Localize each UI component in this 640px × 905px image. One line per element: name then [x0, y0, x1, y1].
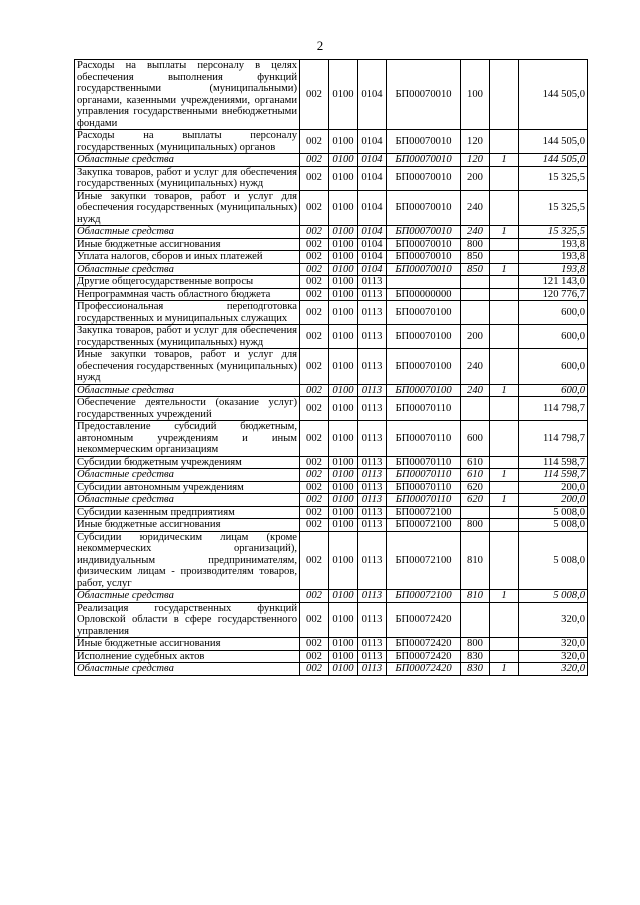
grbs-code-cell: 002	[300, 325, 329, 349]
row-name-cell: Иные закупки товаров, работ и услуг для обеспечения государственных (муниципальных) нужд	[75, 190, 300, 226]
target-article-cell: БП00070110	[387, 494, 461, 507]
target-article-cell: БП00070100	[387, 325, 461, 349]
amount-cell: 600,0	[519, 301, 588, 325]
grbs-code-cell: 002	[300, 130, 329, 154]
funding-source-cell	[490, 397, 519, 421]
row-name-cell: Субсидии юридическим лицам (кроме некоммерческих организаций), индивидуальным предпринимателям, физическим лицам - производителям товаров, работ, услуг	[75, 531, 300, 590]
funding-source-cell	[490, 650, 519, 663]
subsection-code-cell: 0113	[358, 325, 387, 349]
amount-cell: 114 598,7	[519, 469, 588, 482]
row-name-cell: Областные средства	[75, 469, 300, 482]
row-name-cell: Иные закупки товаров, работ и услуг для обеспечения государственных (муниципальных) нужд	[75, 349, 300, 385]
subsection-code-cell: 0113	[358, 456, 387, 469]
subsection-code-cell: 0104	[358, 238, 387, 251]
funding-source-cell	[490, 276, 519, 289]
expense-type-cell: 620	[461, 494, 490, 507]
expense-type-cell	[461, 276, 490, 289]
subsection-code-cell: 0113	[358, 397, 387, 421]
target-article-cell: БП00072420	[387, 663, 461, 676]
funding-source-cell	[490, 238, 519, 251]
funding-source-cell	[490, 301, 519, 325]
expense-type-cell: 830	[461, 663, 490, 676]
target-article-cell: БП00072420	[387, 650, 461, 663]
target-article-cell: БП00070010	[387, 190, 461, 226]
amount-cell: 193,8	[519, 263, 588, 276]
grbs-code-cell: 002	[300, 384, 329, 397]
amount-cell: 114 798,7	[519, 397, 588, 421]
section-code-cell: 0100	[329, 506, 358, 519]
target-article-cell: БП00072100	[387, 519, 461, 532]
section-code-cell: 0100	[329, 650, 358, 663]
table-row	[75, 506, 588, 519]
amount-cell: 320,0	[519, 638, 588, 651]
amount-cell: 600,0	[519, 325, 588, 349]
row-name-cell: Профессиональная переподготовка государственных и муниципальных служащих	[75, 301, 300, 325]
section-code-cell: 0100	[329, 130, 358, 154]
table-row	[75, 130, 588, 154]
grbs-code-cell: 002	[300, 481, 329, 494]
expense-type-cell: 200	[461, 166, 490, 190]
grbs-code-cell: 002	[300, 251, 329, 264]
grbs-code-cell: 002	[300, 531, 329, 590]
funding-source-cell	[490, 519, 519, 532]
amount-cell: 121 143,0	[519, 276, 588, 289]
funding-source-cell: 1	[490, 494, 519, 507]
expense-type-cell: 200	[461, 325, 490, 349]
section-code-cell: 0100	[329, 325, 358, 349]
subsection-code-cell: 0113	[358, 638, 387, 651]
subsection-code-cell: 0113	[358, 519, 387, 532]
section-code-cell: 0100	[329, 663, 358, 676]
expense-type-cell: 100	[461, 60, 490, 130]
grbs-code-cell: 002	[300, 638, 329, 651]
amount-cell: 320,0	[519, 663, 588, 676]
amount-cell: 320,0	[519, 602, 588, 638]
funding-source-cell	[490, 506, 519, 519]
table-row	[75, 251, 588, 264]
expense-type-cell: 800	[461, 238, 490, 251]
section-code-cell: 0100	[329, 519, 358, 532]
subsection-code-cell: 0104	[358, 166, 387, 190]
row-name-cell: Другие общегосударственные вопросы	[75, 276, 300, 289]
section-code-cell: 0100	[329, 531, 358, 590]
funding-source-cell	[490, 456, 519, 469]
amount-cell: 120 776,7	[519, 288, 588, 301]
row-name-cell: Обеспечение деятельности (оказание услуг) государственных учреждений	[75, 397, 300, 421]
amount-cell: 144 505,0	[519, 154, 588, 167]
table-row	[75, 421, 588, 457]
expense-type-cell: 620	[461, 481, 490, 494]
row-name-cell: Субсидии автономным учреждениям	[75, 481, 300, 494]
amount-cell: 200,0	[519, 494, 588, 507]
subsection-code-cell: 0113	[358, 288, 387, 301]
grbs-code-cell: 002	[300, 469, 329, 482]
amount-cell: 144 505,0	[519, 130, 588, 154]
amount-cell: 15 325,5	[519, 190, 588, 226]
expense-type-cell	[461, 301, 490, 325]
subsection-code-cell: 0113	[358, 650, 387, 663]
expense-type-cell	[461, 602, 490, 638]
funding-source-cell	[490, 531, 519, 590]
funding-source-cell	[490, 288, 519, 301]
grbs-code-cell: 002	[300, 397, 329, 421]
expense-type-cell: 810	[461, 531, 490, 590]
funding-source-cell	[490, 251, 519, 264]
expense-type-cell: 240	[461, 384, 490, 397]
amount-cell: 320,0	[519, 650, 588, 663]
target-article-cell: БП00070110	[387, 481, 461, 494]
target-article-cell: БП00072420	[387, 638, 461, 651]
expense-type-cell: 850	[461, 263, 490, 276]
row-name-cell: Иные бюджетные ассигнования	[75, 519, 300, 532]
row-name-cell: Расходы на выплаты персоналу в целях обеспечения выполнения функций государственными (муниципальными) органами, казенными учреждениями, органами управления государственными внебюджетными фондами	[75, 60, 300, 130]
grbs-code-cell: 002	[300, 494, 329, 507]
table-row	[75, 60, 588, 130]
expense-type-cell: 800	[461, 638, 490, 651]
amount-cell: 15 325,5	[519, 226, 588, 239]
amount-cell: 5 008,0	[519, 519, 588, 532]
section-code-cell: 0100	[329, 421, 358, 457]
row-name-cell: Областные средства	[75, 154, 300, 167]
row-name-cell: Непрограммная часть областного бюджета	[75, 288, 300, 301]
row-name-cell: Областные средства	[75, 663, 300, 676]
table-row	[75, 531, 588, 590]
subsection-code-cell: 0104	[358, 263, 387, 276]
subsection-code-cell: 0113	[358, 469, 387, 482]
grbs-code-cell: 002	[300, 663, 329, 676]
page-number: 2	[316, 38, 324, 53]
subsection-code-cell: 0113	[358, 506, 387, 519]
expense-type-cell: 240	[461, 190, 490, 226]
section-code-cell: 0100	[329, 154, 358, 167]
funding-source-cell	[490, 130, 519, 154]
target-article-cell	[387, 276, 461, 289]
table-row	[75, 238, 588, 251]
expense-type-cell: 800	[461, 519, 490, 532]
funding-source-cell: 1	[490, 263, 519, 276]
row-name-cell: Реализация государственных функций Орловской области в сфере государственного управления	[75, 602, 300, 638]
target-article-cell: БП00070010	[387, 154, 461, 167]
expense-type-cell: 830	[461, 650, 490, 663]
target-article-cell: БП00070110	[387, 397, 461, 421]
grbs-code-cell: 002	[300, 349, 329, 385]
grbs-code-cell: 002	[300, 456, 329, 469]
target-article-cell: БП00070010	[387, 238, 461, 251]
expense-type-cell: 240	[461, 226, 490, 239]
target-article-cell: БП00072100	[387, 506, 461, 519]
funding-source-cell	[490, 60, 519, 130]
table-row	[75, 519, 588, 532]
row-name-cell: Закупка товаров, работ и услуг для обеспечения государственных (муниципальных) нужд	[75, 166, 300, 190]
grbs-code-cell: 002	[300, 421, 329, 457]
subsection-code-cell: 0104	[358, 190, 387, 226]
row-name-cell: Уплата налогов, сборов и иных платежей	[75, 251, 300, 264]
table-row	[75, 590, 588, 603]
row-name-cell: Предоставление субсидий бюджетным, автономным учреждениям и иным некоммерческим организациям	[75, 421, 300, 457]
expense-type-cell: 810	[461, 590, 490, 603]
grbs-code-cell: 002	[300, 288, 329, 301]
funding-source-cell	[490, 325, 519, 349]
subsection-code-cell: 0113	[358, 494, 387, 507]
section-code-cell: 0100	[329, 481, 358, 494]
section-code-cell: 0100	[329, 276, 358, 289]
target-article-cell: БП00070110	[387, 421, 461, 457]
target-article-cell: БП00070110	[387, 469, 461, 482]
section-code-cell: 0100	[329, 263, 358, 276]
row-name-cell: Иные бюджетные ассигнования	[75, 638, 300, 651]
target-article-cell: БП00070100	[387, 349, 461, 385]
target-article-cell: БП00072100	[387, 531, 461, 590]
section-code-cell: 0100	[329, 251, 358, 264]
subsection-code-cell: 0113	[358, 531, 387, 590]
amount-cell: 114 798,7	[519, 421, 588, 457]
subsection-code-cell: 0113	[358, 301, 387, 325]
subsection-code-cell: 0113	[358, 276, 387, 289]
table-row	[75, 154, 588, 167]
row-name-cell: Субсидии бюджетным учреждениям	[75, 456, 300, 469]
row-name-cell: Исполнение судебных актов	[75, 650, 300, 663]
table-row	[75, 288, 588, 301]
subsection-code-cell: 0104	[358, 226, 387, 239]
expense-type-cell	[461, 397, 490, 421]
row-name-cell: Областные средства	[75, 226, 300, 239]
amount-cell: 193,8	[519, 251, 588, 264]
expense-type-cell	[461, 288, 490, 301]
table-row	[75, 325, 588, 349]
expense-type-cell: 120	[461, 154, 490, 167]
table-row	[75, 481, 588, 494]
target-article-cell: БП00070110	[387, 456, 461, 469]
expense-type-cell: 850	[461, 251, 490, 264]
table-row	[75, 397, 588, 421]
table-row	[75, 301, 588, 325]
table-row	[75, 638, 588, 651]
grbs-code-cell: 002	[300, 263, 329, 276]
subsection-code-cell: 0113	[358, 590, 387, 603]
table-row	[75, 349, 588, 385]
table-row	[75, 263, 588, 276]
grbs-code-cell: 002	[300, 519, 329, 532]
amount-cell: 5 008,0	[519, 506, 588, 519]
section-code-cell: 0100	[329, 590, 358, 603]
subsection-code-cell: 0113	[358, 481, 387, 494]
funding-source-cell	[490, 602, 519, 638]
expense-type-cell: 610	[461, 456, 490, 469]
funding-source-cell: 1	[490, 154, 519, 167]
target-article-cell: БП00070100	[387, 301, 461, 325]
subsection-code-cell: 0104	[358, 130, 387, 154]
table-row	[75, 190, 588, 226]
funding-source-cell: 1	[490, 226, 519, 239]
section-code-cell: 0100	[329, 349, 358, 385]
funding-source-cell	[490, 638, 519, 651]
funding-source-cell: 1	[490, 384, 519, 397]
amount-cell: 144 505,0	[519, 60, 588, 130]
section-code-cell: 0100	[329, 190, 358, 226]
section-code-cell: 0100	[329, 456, 358, 469]
section-code-cell: 0100	[329, 469, 358, 482]
target-article-cell: БП00070100	[387, 384, 461, 397]
amount-cell: 600,0	[519, 384, 588, 397]
amount-cell: 600,0	[519, 349, 588, 385]
table-row	[75, 494, 588, 507]
funding-source-cell: 1	[490, 663, 519, 676]
budget-table-body	[75, 60, 588, 676]
row-name-cell: Закупка товаров, работ и услуг для обеспечения государственных (муниципальных) нужд	[75, 325, 300, 349]
target-article-cell: БП00070010	[387, 226, 461, 239]
section-code-cell: 0100	[329, 602, 358, 638]
table-row	[75, 663, 588, 676]
subsection-code-cell: 0104	[358, 154, 387, 167]
funding-source-cell	[490, 190, 519, 226]
table-row	[75, 384, 588, 397]
row-name-cell: Расходы на выплаты персоналу государственных (муниципальных) органов	[75, 130, 300, 154]
subsection-code-cell: 0104	[358, 60, 387, 130]
subsection-code-cell: 0113	[358, 602, 387, 638]
funding-source-cell	[490, 349, 519, 385]
table-row	[75, 456, 588, 469]
expense-type-cell: 610	[461, 469, 490, 482]
section-code-cell: 0100	[329, 397, 358, 421]
target-article-cell: БП00070010	[387, 166, 461, 190]
grbs-code-cell: 002	[300, 154, 329, 167]
subsection-code-cell: 0104	[358, 251, 387, 264]
row-name-cell: Областные средства	[75, 494, 300, 507]
subsection-code-cell: 0113	[358, 663, 387, 676]
table-row	[75, 166, 588, 190]
table-row	[75, 226, 588, 239]
grbs-code-cell: 002	[300, 602, 329, 638]
subsection-code-cell: 0113	[358, 384, 387, 397]
budget-table	[74, 59, 588, 676]
funding-source-cell	[490, 481, 519, 494]
amount-cell: 200,0	[519, 481, 588, 494]
target-article-cell: БП00070010	[387, 60, 461, 130]
grbs-code-cell: 002	[300, 226, 329, 239]
target-article-cell: БП00000000	[387, 288, 461, 301]
section-code-cell: 0100	[329, 60, 358, 130]
amount-cell: 15 325,5	[519, 166, 588, 190]
amount-cell: 5 008,0	[519, 531, 588, 590]
subsection-code-cell: 0113	[358, 421, 387, 457]
grbs-code-cell: 002	[300, 60, 329, 130]
expense-type-cell: 600	[461, 421, 490, 457]
row-name-cell: Субсидии казенным предприятиям	[75, 506, 300, 519]
target-article-cell: БП00070010	[387, 130, 461, 154]
funding-source-cell: 1	[490, 590, 519, 603]
funding-source-cell	[490, 166, 519, 190]
section-code-cell: 0100	[329, 638, 358, 651]
subsection-code-cell: 0113	[358, 349, 387, 385]
grbs-code-cell: 002	[300, 650, 329, 663]
expense-type-cell: 120	[461, 130, 490, 154]
grbs-code-cell: 002	[300, 166, 329, 190]
grbs-code-cell: 002	[300, 506, 329, 519]
section-code-cell: 0100	[329, 166, 358, 190]
row-name-cell: Иные бюджетные ассигнования	[75, 238, 300, 251]
amount-cell: 5 008,0	[519, 590, 588, 603]
grbs-code-cell: 002	[300, 301, 329, 325]
section-code-cell: 0100	[329, 288, 358, 301]
section-code-cell: 0100	[329, 301, 358, 325]
target-article-cell: БП00070010	[387, 251, 461, 264]
funding-source-cell: 1	[490, 469, 519, 482]
grbs-code-cell: 002	[300, 276, 329, 289]
row-name-cell: Областные средства	[75, 263, 300, 276]
grbs-code-cell: 002	[300, 190, 329, 226]
row-name-cell: Областные средства	[75, 384, 300, 397]
section-code-cell: 0100	[329, 226, 358, 239]
section-code-cell: 0100	[329, 494, 358, 507]
amount-cell: 193,8	[519, 238, 588, 251]
section-code-cell: 0100	[329, 384, 358, 397]
grbs-code-cell: 002	[300, 590, 329, 603]
table-row	[75, 469, 588, 482]
grbs-code-cell: 002	[300, 238, 329, 251]
target-article-cell: БП00072100	[387, 590, 461, 603]
section-code-cell: 0100	[329, 238, 358, 251]
target-article-cell: БП00072420	[387, 602, 461, 638]
funding-source-cell	[490, 421, 519, 457]
expense-type-cell: 240	[461, 349, 490, 385]
table-row	[75, 276, 588, 289]
row-name-cell: Областные средства	[75, 590, 300, 603]
amount-cell: 114 598,7	[519, 456, 588, 469]
expense-type-cell	[461, 506, 490, 519]
target-article-cell: БП00070010	[387, 263, 461, 276]
table-row	[75, 650, 588, 663]
table-row	[75, 602, 588, 638]
